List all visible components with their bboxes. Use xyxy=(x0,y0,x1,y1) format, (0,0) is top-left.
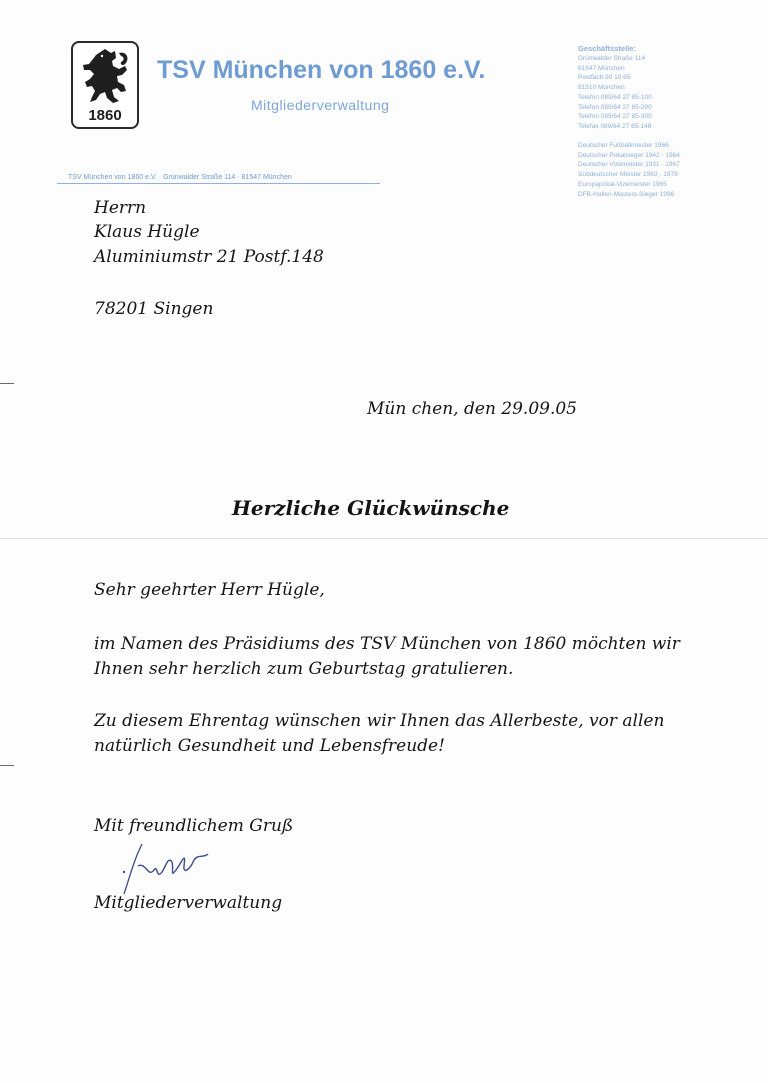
fold-mark-top xyxy=(0,383,14,384)
contact-line: Telefax 089/64 27 85-148 xyxy=(578,122,652,130)
honor-line: Deutscher Fußballmeister 1966 xyxy=(578,142,669,149)
contact-block xyxy=(578,43,652,132)
contact-line: Postfach 90 10 65 xyxy=(578,74,631,82)
paper-fold xyxy=(0,538,768,539)
contact-line: 81510 München xyxy=(578,84,625,92)
contact-line: Telefon 089/64 27 85-300 xyxy=(578,113,652,121)
body-line: natürlich Gesundheit und Lebensfreude! xyxy=(94,736,445,756)
honor-line: Europapokal-Vizemeister 1965 xyxy=(578,180,667,188)
honor-line: Süddeutscher Meister 1963 · 1979 xyxy=(578,171,678,179)
recipient-salutation: Herrn xyxy=(94,198,147,218)
org-department: Mitgliederverwaltung xyxy=(251,97,390,113)
honor-line: DFB-Hallen-Masters-Sieger 1996 xyxy=(578,190,675,198)
greeting: Sehr geehrter Herr Hügle, xyxy=(94,580,325,600)
recipient-city: 78201 Singen xyxy=(94,299,214,319)
lion-icon xyxy=(79,47,133,107)
contact-line: Telefon 089/64 27 85-200 xyxy=(578,103,652,111)
body-line: im Namen des Präsidiums des TSV München von 1860 möchten wir xyxy=(94,634,680,654)
contact-line: 81547 München xyxy=(578,64,625,72)
recipient-name: Klaus Hügle xyxy=(94,222,200,242)
honors-block xyxy=(578,141,680,199)
body-line: Ihnen sehr herzlich zum Geburtstag gratulieren. xyxy=(94,659,514,679)
honor-line: Deutscher Pokalsieger 1942 · 1964 xyxy=(578,151,680,159)
club-logo xyxy=(71,41,139,129)
logo-year: 1860 xyxy=(88,107,122,124)
sender-address-line: TSV München von 1860 e.V. · Grünwalder Straße 114 · 81547 München xyxy=(57,174,380,184)
recipient-street: Aluminiumstr 21 Postf.148 xyxy=(94,247,324,267)
body-line: Zu diesem Ehrentag wünschen wir Ihnen das Allerbeste, vor allen xyxy=(94,711,665,731)
contact-title: Geschäftsstelle: xyxy=(578,44,636,53)
date-line: Mün chen, den 29.09.05 xyxy=(367,399,577,419)
org-name: TSV München von 1860 e.V. xyxy=(157,56,486,84)
signoff-department: Mitgliederverwaltung xyxy=(94,893,283,913)
contact-line: Telefon 089/64 27 85-100 xyxy=(578,93,652,101)
handwritten-signature xyxy=(112,836,252,896)
fold-mark-bottom xyxy=(0,765,14,766)
honor-line: Deutscher Vizemeister 1931 · 1967 xyxy=(578,161,680,169)
closing-regards: Mit freundlichem Gruß xyxy=(94,816,294,836)
subject-heading: Herzliche Glückwünsche xyxy=(232,496,510,520)
contact-line: Grünwalder Straße 114 xyxy=(578,55,646,62)
